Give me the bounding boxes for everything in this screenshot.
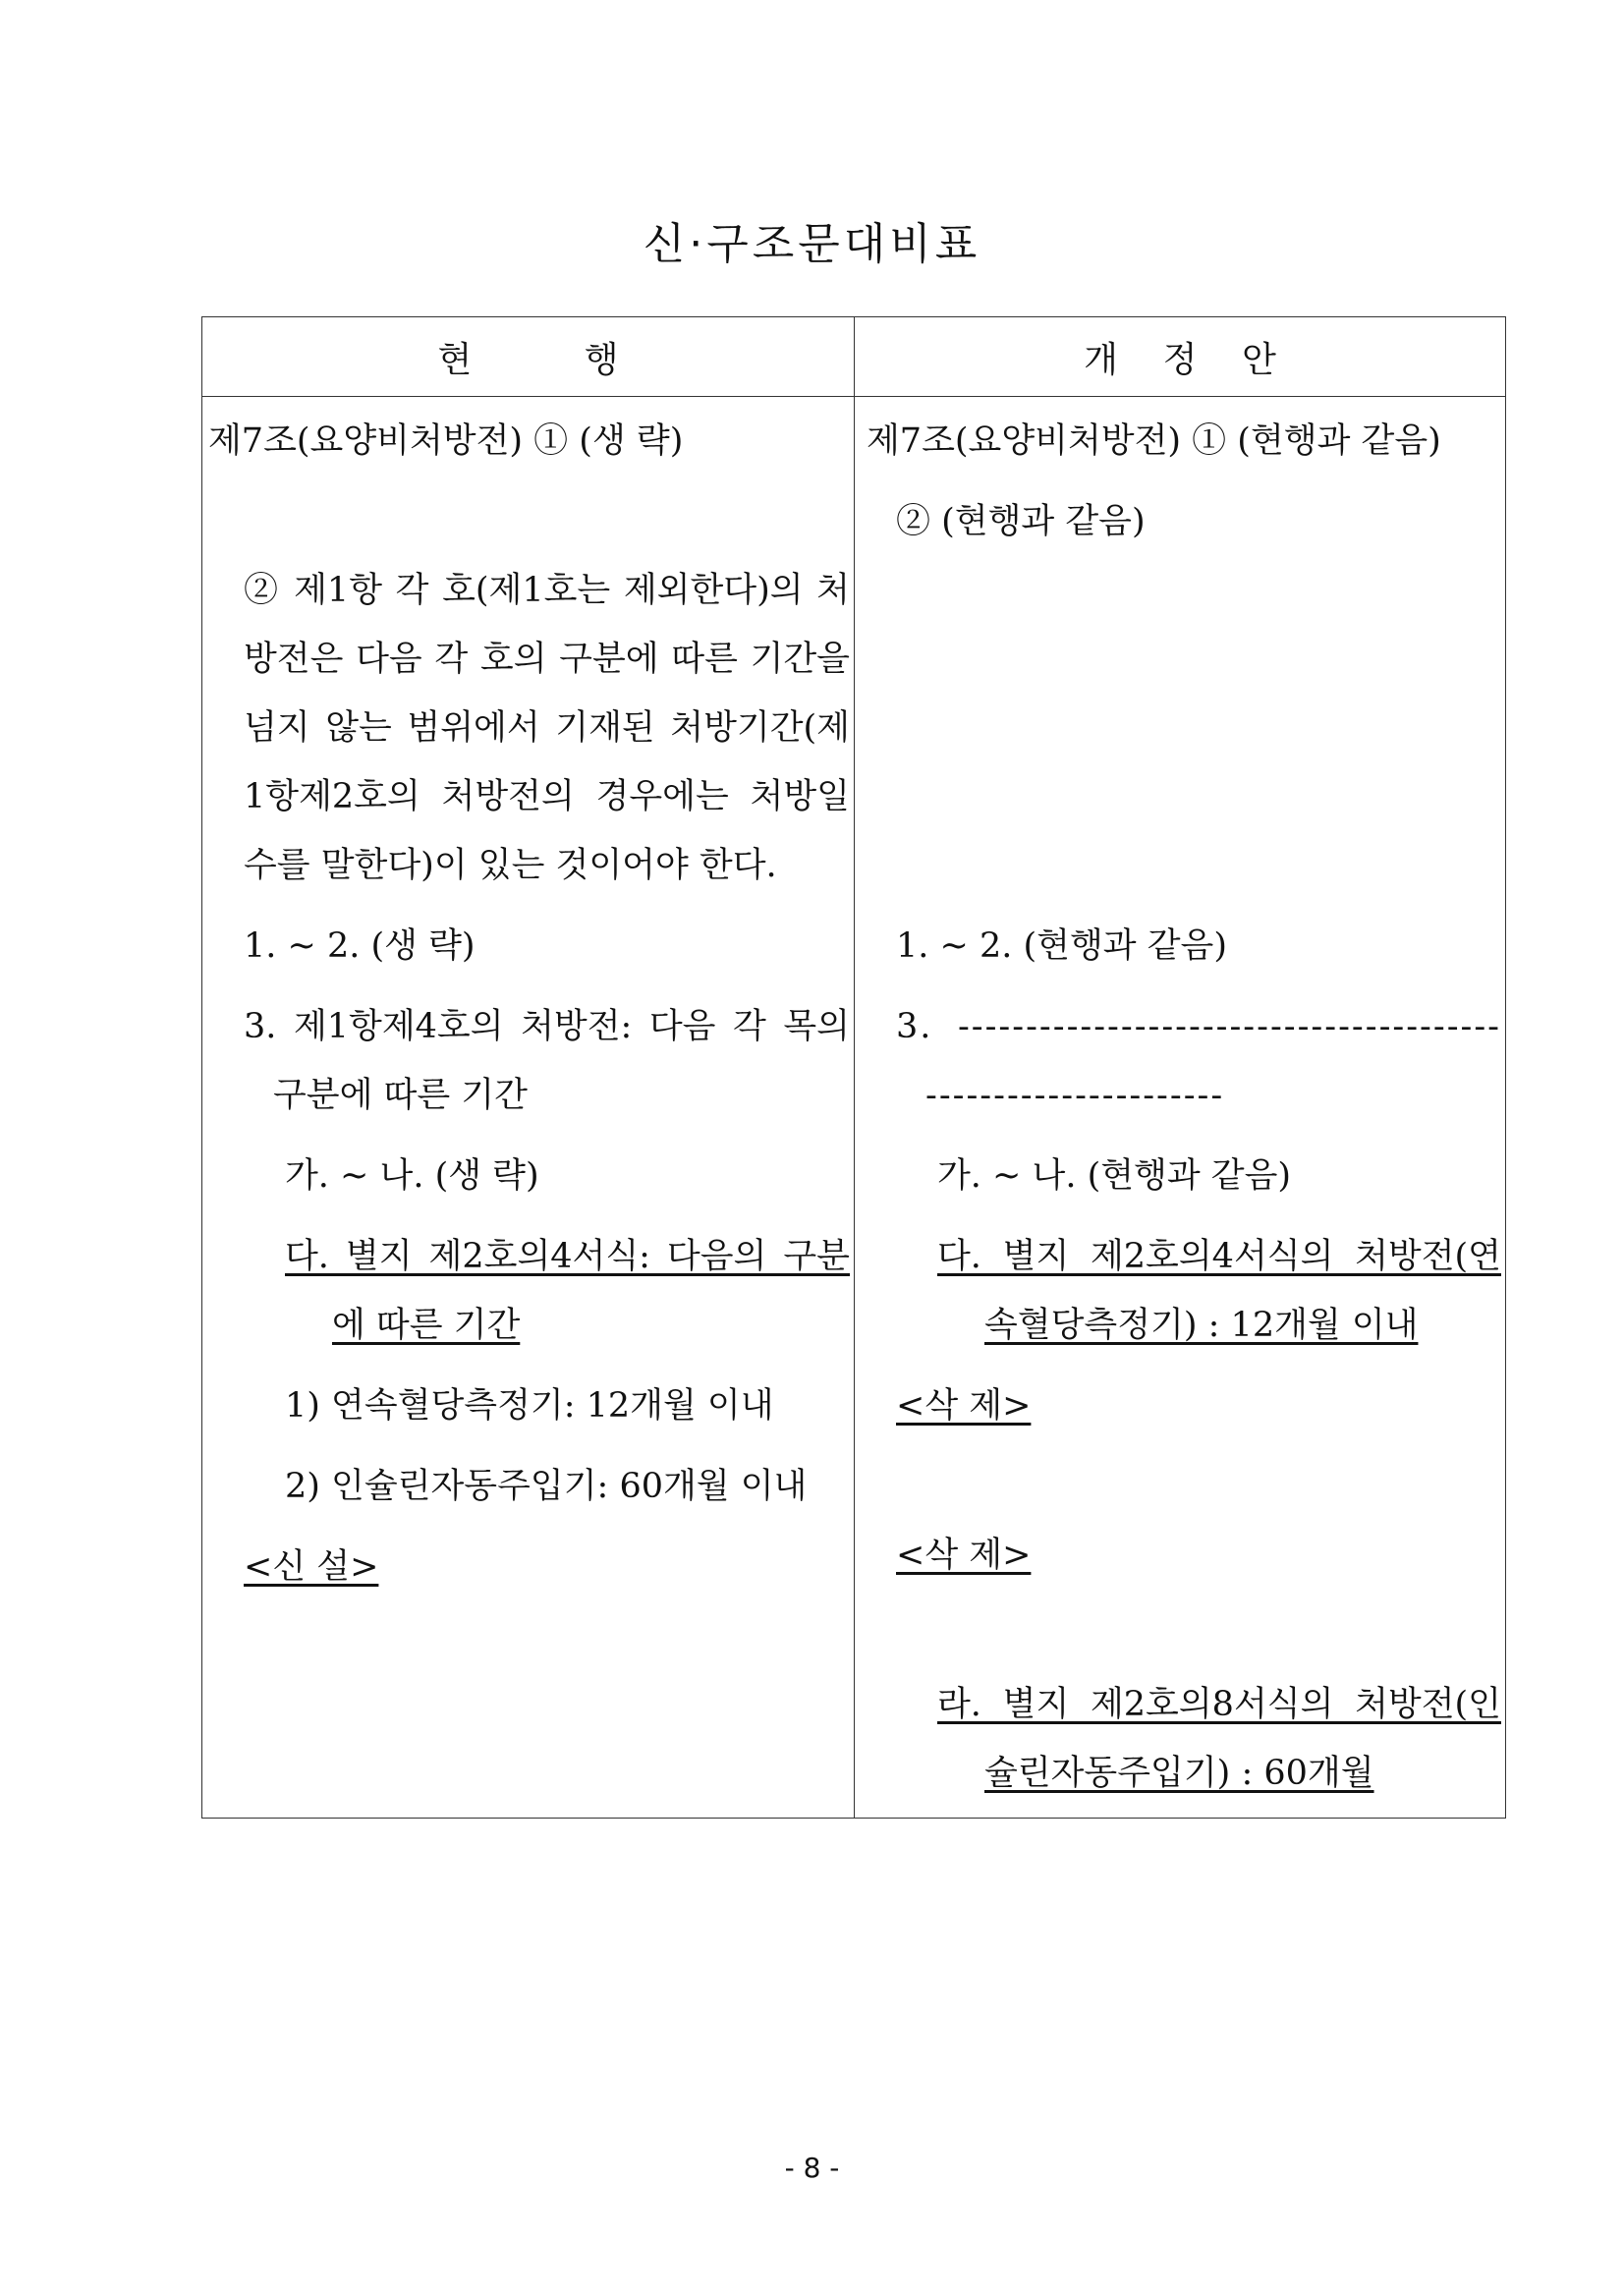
revised-article-title: 제7조(요양비처방전) ① (현행과 같음) — [867, 421, 1441, 461]
current-column — [202, 397, 855, 1819]
current-bottom-spacer — [208, 1601, 850, 1670]
current-sub-da-text: 다. 별지 제2호의4서식: 다음의 구분에 따른 기간 — [285, 1237, 850, 1345]
current-sub-da — [208, 1222, 850, 1360]
revised-sub-ra — [861, 1670, 1501, 1808]
revised-column — [855, 397, 1506, 1819]
revised-sub-da — [861, 1222, 1501, 1360]
table-header-row — [202, 317, 1506, 397]
current-paragraph-2: ② 제1항 각 호(제1호는 제외한다)의 처방전은 다음 각 호의 구분에 따른 기간을 넘지 않는 범위에서 기재된 처방기간(제1항제2호의 처방전의 경우에는 처방일수를 말한다)이 있는 것이어야 한다. — [244, 571, 850, 885]
current-item-3: 3. 제1항제4호의 처방전: 다음 각 목의 구분에 따른 기간 — [244, 1007, 850, 1115]
revised-sub-da-1-text: <삭 제> — [896, 1386, 1032, 1426]
table-body-row — [202, 397, 1506, 1819]
revised-sub-da-1 — [861, 1372, 1501, 1440]
revised-spacer-1 — [861, 556, 1501, 625]
revised-sub-ra-text: 라. 별지 제2호의8서식의 처방전(인슐린자동주입기) : 60개월 — [937, 1685, 1501, 1793]
revised-spacer-4 — [861, 762, 1501, 831]
current-article-title: 제7조(요양비처방전) ① (생 략) — [208, 421, 684, 461]
page-title: 신·구조문대비표 — [643, 219, 981, 269]
revised-spacer-3 — [861, 694, 1501, 762]
comparison-table — [201, 316, 1506, 1819]
revised-sub-ga-na: 가. ~ 나. (현행과 같음) — [937, 1156, 1292, 1196]
revised-sub-da-2 — [861, 1521, 1501, 1590]
current-spacer — [208, 476, 850, 544]
current-sub-da-2: 2) 인슐린자동주입기: 60개월 이내 — [285, 1467, 808, 1506]
revised-spacer-7 — [861, 1590, 1501, 1658]
current-sub-ga-na: 가. ~ 나. (생 략) — [285, 1156, 539, 1196]
header-current: 현 행 — [202, 317, 855, 397]
revised-spacer-5 — [861, 831, 1501, 900]
current-item-1-2: 1. ~ 2. (생 략) — [244, 926, 476, 966]
current-new-item-text: <신 설> — [244, 1547, 379, 1587]
current-sub-da-1: 1) 연속혈당측정기: 12개월 이내 — [285, 1386, 774, 1426]
page-number: - 8 - — [784, 2152, 840, 2184]
revised-item-3-label: 3. — [896, 1007, 958, 1046]
current-new-item — [208, 1533, 850, 1601]
revised-sub-da-text: 다. 별지 제2호의4서식의 처방전(연속혈당측정기) : 12개월 이내 — [937, 1237, 1501, 1345]
header-revised: 개 정 안 — [855, 317, 1506, 397]
revised-item-1-2: 1. ~ 2. (현행과 같음) — [896, 926, 1227, 966]
revised-item-3 — [861, 992, 1501, 1130]
revised-paragraph-2: ② (현행과 같음) — [896, 502, 1146, 541]
revised-spacer-6 — [861, 1440, 1501, 1509]
revised-sub-da-2-text: <삭 제> — [896, 1536, 1032, 1575]
revised-item-3-dashes: -------------------------------------------------------------- — [925, 1007, 1501, 1115]
revised-spacer-2 — [861, 625, 1501, 694]
